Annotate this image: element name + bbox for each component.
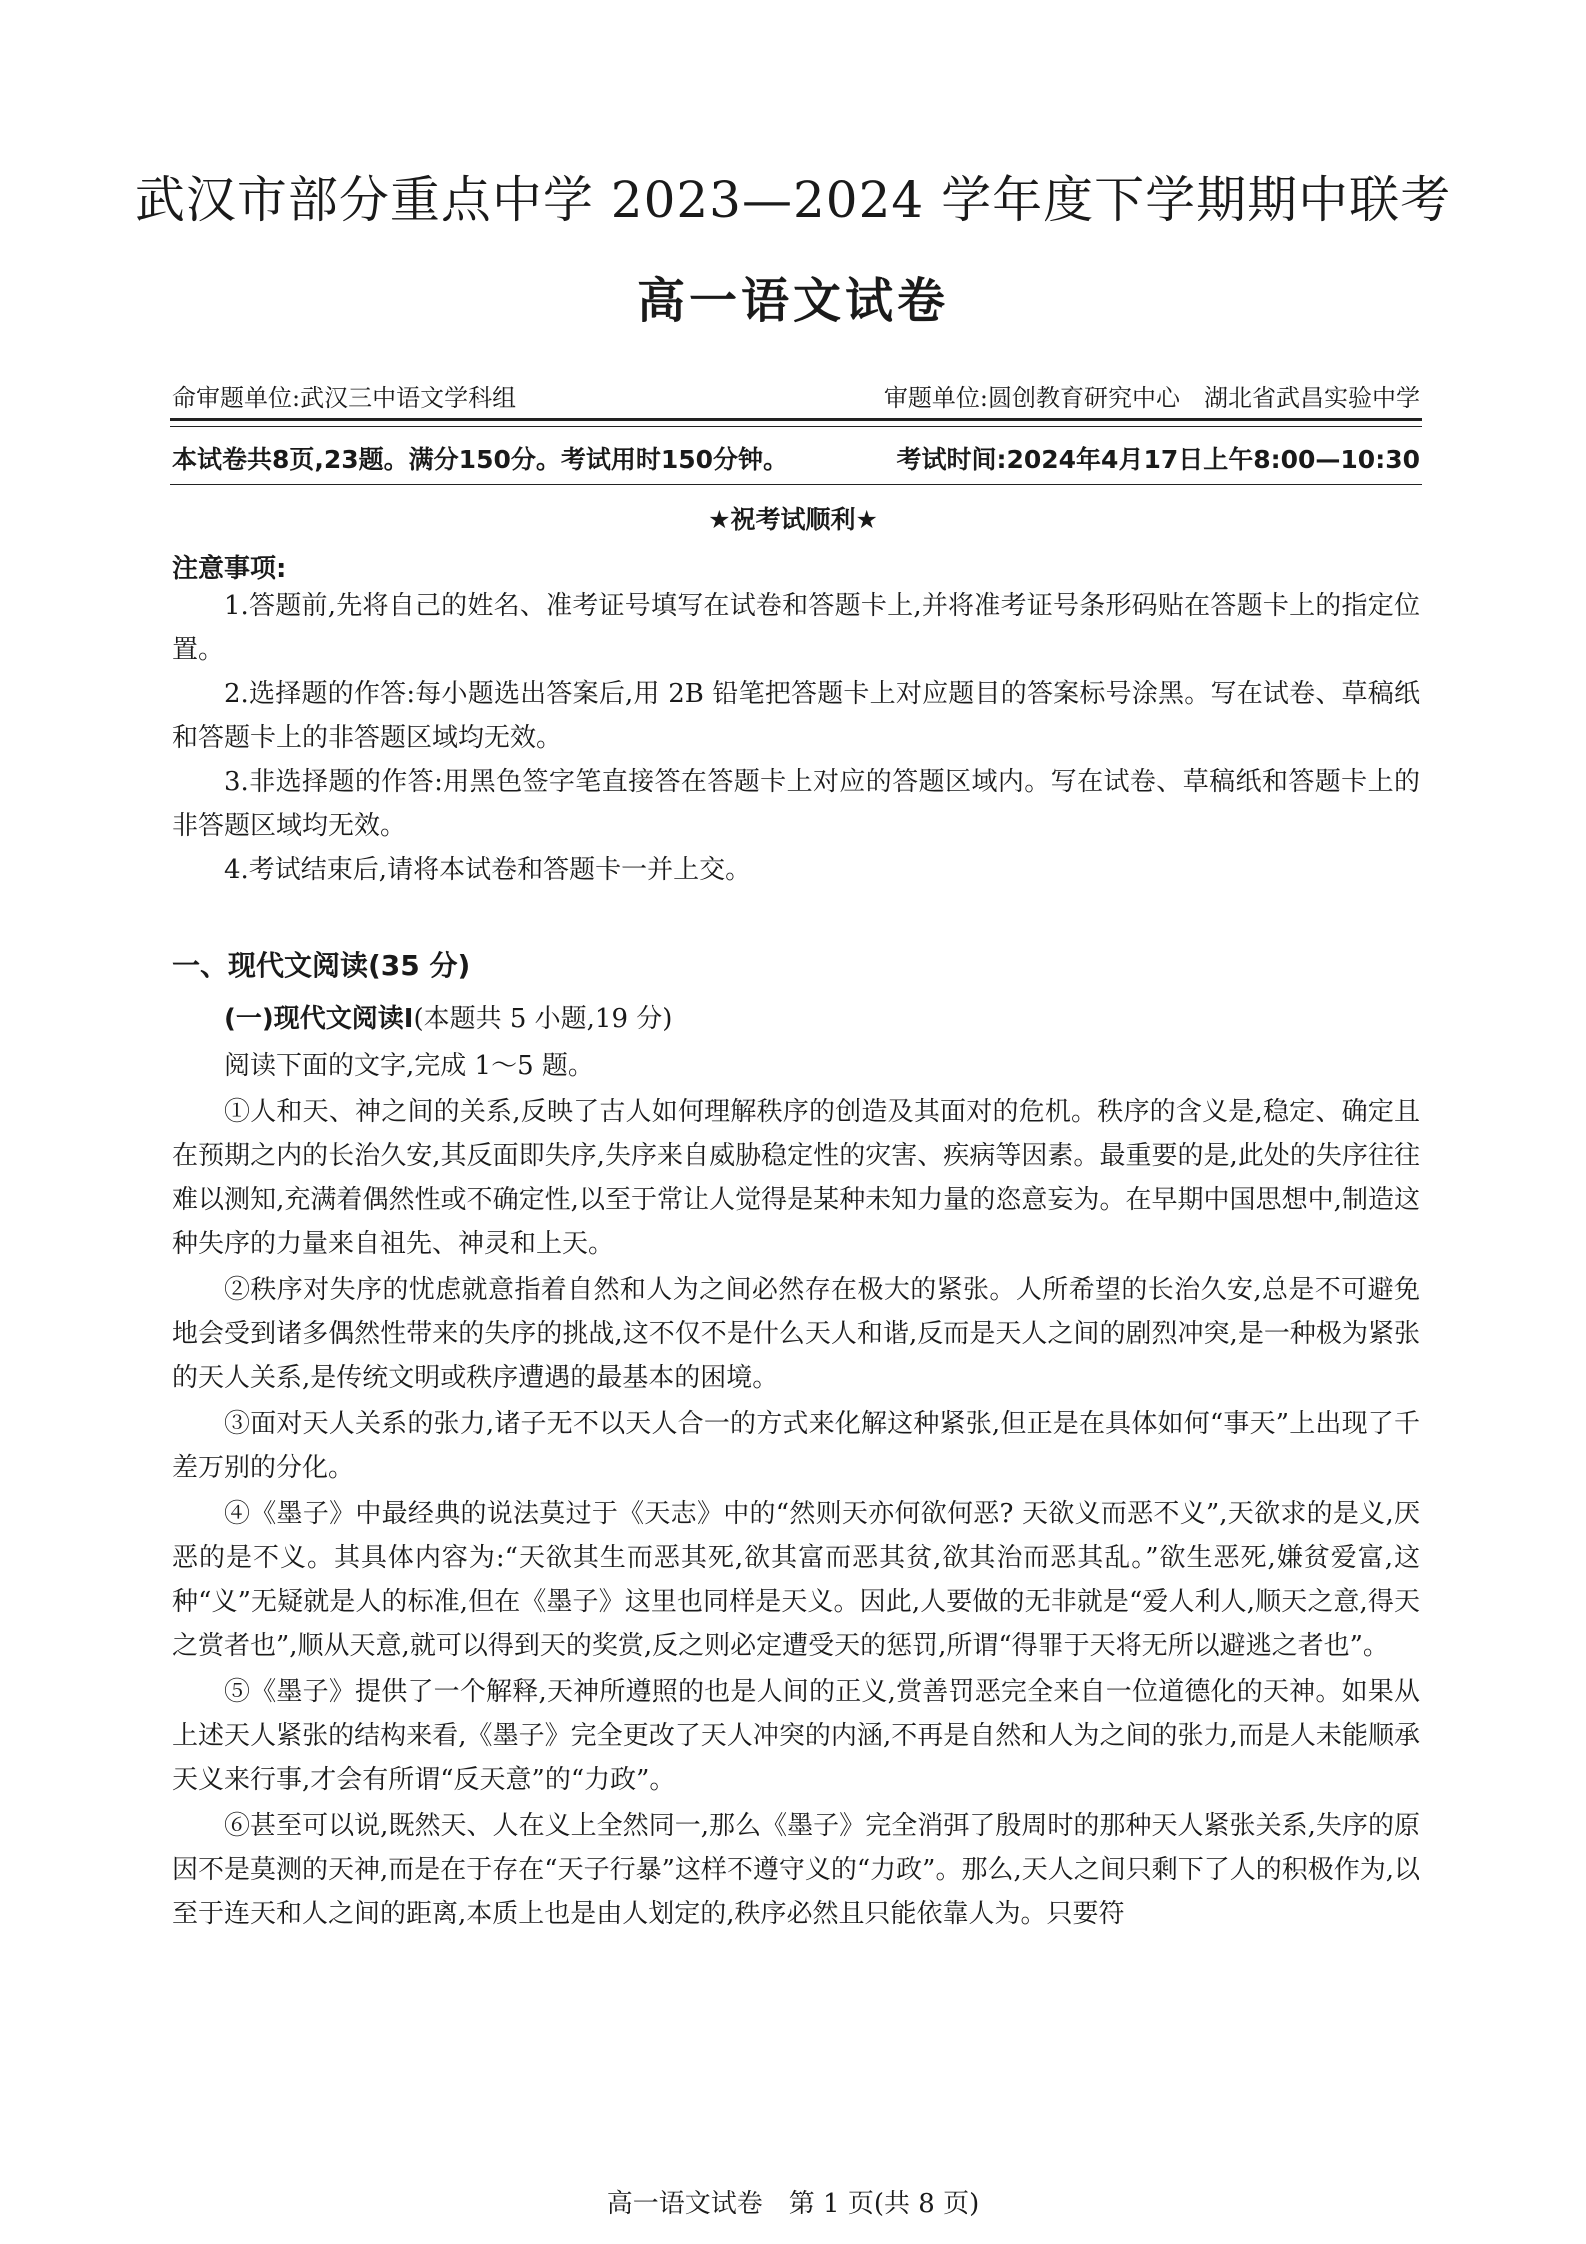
sub-section-heading: [224, 998, 672, 1035]
exam-title: 武汉市部分重点中学 2023—2024 学年度下学期期中联考: [134, 171, 1452, 229]
sub-section-title: (一)现代文阅读Ⅰ: [224, 1004, 414, 1034]
notice-item: 1.答题前,先将自己的姓名、准考证号填写在试卷和答题卡上,并将准考证号条形码贴在答题卡上的指定位置。: [172, 591, 1420, 665]
page-footer: 高一语文试卷 第 1 页(共 8 页): [606, 2189, 980, 2219]
header-divider-thin: [170, 426, 1422, 427]
reviewer-unit: 审题单位:圆创教育研究中心 湖北省武昌实验中学: [883, 384, 1420, 412]
passage-paragraph: ④《墨子》中最经典的说法莫过于《天志》中的“然则天亦何欲何恶? 天欲义而恶不义”,天欲求的是义,厌恶的是不义。其具体内容为:“天欲其生而恶其死,欲其富而恶其贫,欲其治而恶其乱。”欲生恶死,嫌贫爱富,这种“义”无疑就是人的标准,但在《墨子》这里也同样是天义。因此,人要做的无非就是“爱人利人,顺天之意,得天之赏者也”,顺从天意,就可以得到天的奖赏,反之则必定遭受天的惩罚,所谓“得罪于天将无所以避逃之者也”。: [172, 1499, 1420, 1661]
exam-subtitle: 高一语文试卷: [636, 273, 949, 329]
sub-section-note: (本题共 5 小题,19 分): [413, 1004, 673, 1034]
exam-time: 考试时间:2024年4月17日上午8:00—10:30: [896, 445, 1420, 474]
notice-item: 4.考试结束后,请将本试卷和答题卡一并上交。: [224, 855, 752, 885]
setter-row: [172, 378, 1420, 413]
notice-list: [172, 584, 1420, 892]
good-luck-banner: ★祝考试顺利★: [708, 505, 878, 534]
passage-paragraph: ⑥甚至可以说,既然天、人在义上全然同一,那么《墨子》完全消弭了殷周时的那种天人紧张关系,失序的原因不是莫测的天神,而是在于存在“天子行暴”这样不遵守义的“力政”。那么,天人之间只剩下了人的积极作为,以至于连天和人之间的距离,本质上也是由人划定的,秩序必然且只能依靠人为。只要符: [172, 1811, 1420, 1929]
passage-paragraph: ③面对天人关系的张力,诸子无不以天人合一的方式来化解这种紧张,但正是在具体如何“事天”上出现了千差万别的分化。: [172, 1409, 1420, 1483]
notice-item: 3.非选择题的作答:用黑色签字笔直接答在答题卡上对应的答题区域内。写在试卷、草稿纸和答题卡上的非答题区域均无效。: [172, 767, 1420, 841]
info-divider: [170, 484, 1422, 485]
paper-info-row: [172, 440, 1420, 476]
reading-passage: [172, 1044, 1420, 1936]
passage-paragraph: ⑤《墨子》提供了一个解释,天神所遵照的也是人间的正义,赏善罚恶完全来自一位道德化的天神。如果从上述天人紧张的结构来看,《墨子》完全更改了天人冲突的内涵,不再是自然和人为之间的张力,而是人未能顺承天义来行事,才会有所谓“反天意”的“力政”。: [172, 1677, 1420, 1795]
setter-unit: 命审题单位:武汉三中语文学科组: [172, 384, 517, 412]
reading-instruction: 阅读下面的文字,完成 1～5 题。: [224, 1051, 594, 1081]
passage-paragraph: ①人和天、神之间的关系,反映了古人如何理解秩序的创造及其面对的危机。秩序的含义是,稳定、确定且在预期之内的长治久安,其反面即失序,失序来自威胁稳定性的灾害、疾病等因素。最重要的是,此处的失序往往难以测知,充满着偶然性或不确定性,以至于常让人觉得是某种未知力量的恣意妄为。在早期中国思想中,制造这种失序的力量来自祖先、神灵和上天。: [172, 1097, 1420, 1259]
notice-item: 2.选择题的作答:每小题选出答案后,用 2B 铅笔把答题卡上对应题目的答案标号涂黑。写在试卷、草稿纸和答题卡上的非答题区域均无效。: [172, 679, 1420, 753]
paper-info: 本试卷共8页,23题。满分150分。考试用时150分钟。: [172, 445, 789, 474]
passage-paragraph: ②秩序对失序的忧虑就意指着自然和人为之间必然存在极大的紧张。人所希望的长治久安,总是不可避免地会受到诸多偶然性带来的失序的挑战,这不仅不是什么天人和谐,反而是天人之间的剧烈冲突,是一种极为紧张的天人关系,是传统文明或秩序遭遇的最基本的困境。: [172, 1275, 1420, 1393]
notice-heading: 注意事项:: [172, 554, 287, 584]
header-divider-thick: [170, 418, 1422, 421]
section-heading: 一、现代文阅读(35 分): [172, 949, 471, 982]
